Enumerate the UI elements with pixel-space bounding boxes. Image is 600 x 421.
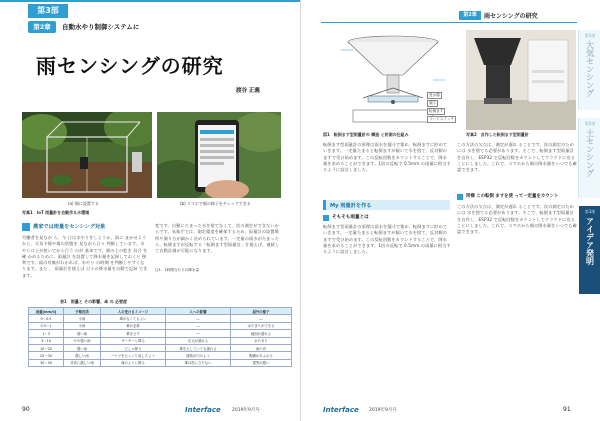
table-header: 予報用語 — [64, 308, 101, 315]
table-row — [29, 315, 292, 322]
table-cell: 3〜10 — [29, 337, 64, 344]
diagram-label: 転倒ます — [429, 109, 444, 113]
rain-gauge-diagram — [323, 30, 463, 128]
table-cell: 地面が濡れる — [231, 330, 292, 337]
table-caption: 表1 雨量と その影響、傘 の 必要度 — [60, 299, 127, 304]
table-cell: 10〜20 — [29, 344, 64, 351]
rainfall-table — [28, 307, 292, 367]
header-rule — [321, 22, 577, 23]
table-cell: 激しい雨 — [64, 352, 101, 359]
side-tab-number: 第2部 — [584, 121, 596, 126]
side-tab-number: 第3部 — [584, 209, 596, 214]
table-cell: 1〜3 — [29, 330, 64, 337]
table-cell: 30〜50 — [29, 359, 64, 366]
part-tag: 第3部 — [28, 4, 68, 18]
table-cell: ― — [166, 330, 231, 337]
table-cell: 道路が川のよう — [166, 352, 231, 359]
right-body-column-2b: この方法の欠点は、測定が遅れ ることです。次の測定のためには 水を捨てる必要があります。そこで、転倒ます型雨量計を自作し、ESP32 で反転回数をカウントしてクラウドに送る ことにしました。これで、スマホから畑の降水量をいつでも確認できます。 — [457, 204, 577, 235]
brand-logo-left: Interface — [185, 406, 221, 414]
side-tab-soil — [578, 118, 600, 198]
garden-photo-illustration — [22, 112, 152, 198]
issue-date-right: 2019年9月号 — [369, 408, 397, 413]
table-cell: 水たまりができる — [231, 322, 292, 329]
body-column-1: 労働者を見なが ら、今 日は水やりをしようか、雨に まかせようかと、天気予報や畑の状態を 見ながら日々 判断しています。水やりは土が乾いてから行う のが 基本です。畑の土の乾き 具合 を確 かめるために、雨量計 を設置して降水量を記録しておくと 便利です。雨の有無がわかれば、水やり の時期 を判断しやすくなります。また 、 雨量計を使えば 日々の降水量を自動で記録 できます。 — [22, 235, 148, 278]
subsection1-heading: そもそも雨量とは — [332, 215, 369, 220]
section2-heading: My 雨量計を作る — [330, 203, 372, 209]
diagram-label: リードスイッチ — [429, 117, 454, 121]
table-row — [29, 330, 292, 337]
brand-logo-right: Interface — [323, 406, 359, 414]
table-header: 人への影響 — [166, 308, 231, 315]
table-note: 注1：1時間当たりの降水量 — [155, 268, 200, 272]
side-tab-number: 第1部 — [584, 33, 596, 38]
table-cell: 水たまり — [231, 337, 292, 344]
photo1-caption: (a) 畑に設置する — [68, 201, 99, 206]
side-tab-label: 土センシング — [585, 129, 595, 177]
issue-date-left: 2019年9月号 — [232, 408, 260, 413]
table-cell: ― — [231, 315, 292, 322]
photo2-caption: (b) スマホで畑の様子をチェックできる — [180, 201, 251, 206]
table-cell: 足元が濡れる — [166, 337, 231, 344]
right-body-column-1b: 転倒ます型雨量計の原理は雨水を漏斗で集め、転倒ますに貯めていきます。一定量たまると転倒ますが傾いて水を捨て、反対側のますで受け始めます。この反転回数をカウントすることで、降水量を求めることができます。1回の反転で 0.5mm の雨量に相当するように設計しました。 — [323, 224, 451, 255]
page-number-left: 90 — [22, 406, 30, 413]
right-page — [300, 0, 600, 421]
right-body-column-2: この方法の欠点は、測定が遅れ ることです。次の測定のためには 水を捨てる必要があります。そこで、転倒ます型雨量計を自作し、ESP32 で反転回数をカウントしてクラウドに送る ことにしました。これで、スマホから畑の降水量をいつでも確認できます。 — [457, 142, 577, 173]
subsection-marker — [323, 215, 329, 221]
table-cell: 傘をさす — [101, 330, 166, 337]
figure1-caption: 図1 転倒ます型雨量計の 構造 と計測の仕組み — [323, 132, 409, 137]
table-header: 雨量[mm/h] — [29, 308, 64, 315]
table-row — [29, 322, 292, 329]
table-cell: どしゃ降り — [101, 344, 166, 351]
table-cell: 20〜30 — [29, 352, 64, 359]
chapter-subtitle: 自動水やり制御システムに — [62, 23, 140, 31]
table-cell: 小雨 — [64, 315, 101, 322]
side-tab-label: アイデア発明 — [585, 217, 595, 265]
table-cell: 視界が悪い — [231, 359, 292, 366]
table-header-row — [29, 308, 292, 315]
table-cell: 滝のように降る — [101, 359, 166, 366]
side-tab-ideas-active — [579, 206, 600, 294]
table-cell: 非常に激しい雨 — [64, 359, 101, 366]
subsection2-marker — [457, 194, 463, 200]
phone-photo — [157, 112, 281, 198]
rain-gauge-photo — [466, 30, 576, 130]
table-cell: バケツをひっくり返したよう — [101, 352, 166, 359]
page-number-right: 91 — [563, 406, 571, 413]
author-name: 渡谷 正義 — [236, 88, 260, 94]
garden-photo — [22, 112, 152, 198]
subsection2-heading: 同様 この転倒 ますを使 って一定量をカウント — [466, 194, 559, 199]
table-row — [29, 359, 292, 366]
table-cell: 傘をさしていても濡れる — [166, 344, 231, 351]
table-cell: 0〜0.5 — [29, 315, 64, 322]
table-cell: 弱い雨 — [64, 330, 101, 337]
photos-figure-caption: 写真1 IoT 雨量計を自動作る水環境 — [22, 210, 90, 215]
header-chapter-tag: 第2章 — [459, 11, 481, 20]
table-cell: 側溝があふれる — [231, 352, 292, 359]
table-cell: ― — [166, 322, 231, 329]
table-cell: 0.5〜1 — [29, 322, 64, 329]
top-accent-bar — [0, 0, 300, 2]
table-row — [29, 344, 292, 351]
table-cell: やや強い雨 — [64, 337, 101, 344]
article-title: 雨センシングの研究 — [36, 54, 224, 78]
photo2-right-caption: 写真2 自作した転倒ます型雨量計 — [466, 132, 529, 137]
table-cell: ザーザーと降る — [101, 337, 166, 344]
table-header: 屋外の様子 — [231, 308, 292, 315]
table-cell: 雨の音 — [231, 344, 292, 351]
table-cell: ― — [166, 315, 231, 322]
table-row — [29, 352, 292, 359]
header-title: 雨センシングの研究 — [484, 13, 538, 20]
phone-photo-illustration — [157, 112, 281, 198]
diagram-label: 受水器 — [429, 93, 440, 97]
table-row — [29, 337, 292, 344]
section-marker — [22, 223, 30, 231]
chapter-tag: 第2章 — [28, 21, 56, 33]
table-cell: 傘が必要 — [101, 322, 166, 329]
right-body-column-1: 転倒ます型雨量計の原理は雨水を漏斗で集め、転倒ますに貯めていきます。一定量たまると転倒ますが傾いて水を捨て、反対側のますで受け始めます。この反転回数をカウントすることで、降水量を求めることができます。1回の反転で 0.5mm の雨量に相当するように設計しました。 — [323, 142, 451, 173]
table-cell: 傘がなくてもよい — [101, 315, 166, 322]
body-column-2: 変です。自動にたまった水を捨てなくて、次の測定ができないからです。気象庁では、測定精度を確保するため、雨量計の設置場所や測り方が細かく決められています。一定量の雨水がたまったら、転倒ますが反転する「転倒ます型雨量計」を使えば、連続して自動計測が可能になります。 — [155, 223, 280, 254]
diagram-label: 漏斗 — [429, 101, 437, 105]
rain-gauge-photo-illustration — [466, 30, 576, 130]
section1-heading: 農家では雨量をセンシング対象 — [33, 224, 106, 230]
side-tab-label: 大気センシング — [585, 41, 595, 97]
table-cell: 強い雨 — [64, 344, 101, 351]
table-header: 人の受けるイメージ — [101, 308, 166, 315]
side-tab-atmosphere — [578, 30, 600, 110]
table-cell: 傘は役に立たない — [166, 359, 231, 366]
table-cell: 小雨 — [64, 322, 101, 329]
